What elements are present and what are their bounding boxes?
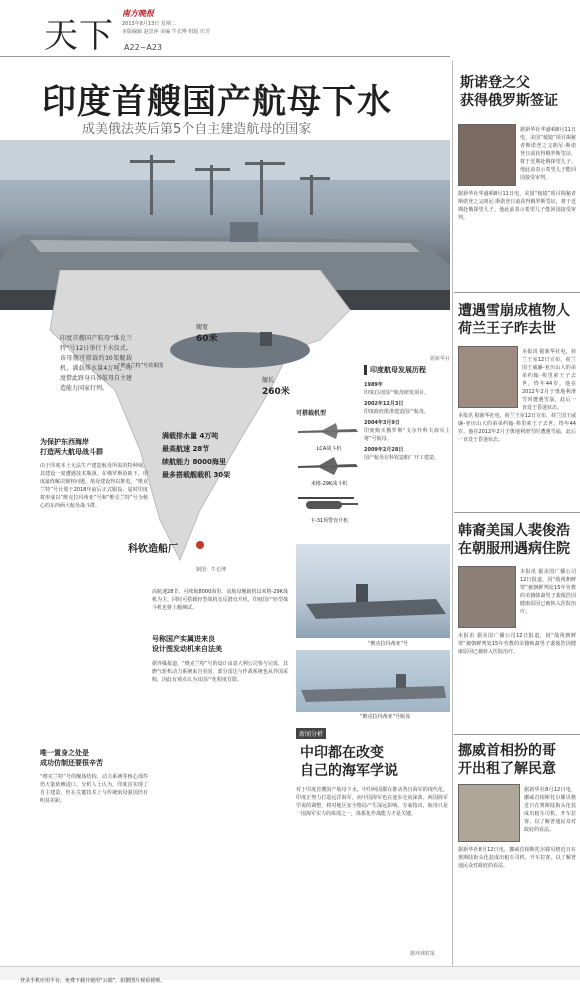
sidebar-story-1-title: 斯诺登之父 获得俄罗斯签证 — [460, 75, 558, 109]
shipyard-label: 科钦造船厂 — [128, 544, 178, 555]
sidebar-story-3-lead: 本报讯 据美国广播公司12日报道，因“敌视朝鲜罪”被朝鲜判处15年劳教的美籍韩裔男子裴俊浩因健康原因已被转入医院治疗。 — [520, 569, 576, 615]
photo-caption-1: “维克拉玛蒂亚”号 — [368, 641, 409, 647]
timeline-credit: 据新华社 — [429, 356, 450, 362]
sidebar-story-4-body: 据新华社8月12日电，挪威首相斯托尔滕贝格近日在奥斯陆街头化装成出租车司机，开车拉客，以了解普通民众对政府的看法。 — [458, 847, 576, 869]
deck-width-value: 60米 — [196, 334, 218, 344]
carrier-render-label: “维克兰特”号效果图 — [118, 363, 164, 369]
sidebar-story-3-body: 本报讯 据美国广播公司12日报道，因“敌视朝鲜罪”被朝鲜判处15年劳教的美籍韩裔男子裴俊浩因健康原因已被转入医院治疗。 — [458, 633, 576, 655]
timeline-entry: 2004年3月9日 印度购买俄罗斯“戈尔什科夫海军上将”号航母。 — [364, 420, 450, 442]
date-line: 2013年8月13日 星期二 — [122, 21, 176, 27]
sidebar-story-3-title: 韩裔美国人裴俊浩 在朝服刑遇病住院 — [458, 523, 570, 557]
analysis-credit: 据环球时报 — [410, 951, 436, 957]
middle-body: 高航速28节，可续航8000海里。该航母舰载机以米格-29K战机为主，同时可搭载轻型战机及反潜直升机，印度国产轻型战斗机也将上舰测试。 — [152, 589, 288, 611]
prince-friso-photo — [458, 346, 518, 408]
aircraft-label: 卡-31预警直升机 — [309, 518, 349, 524]
spec-row: 最高航速 28节 — [162, 445, 210, 453]
footer-bar — [0, 966, 580, 984]
main-headline: 印度首艘国产航母下水 — [42, 82, 392, 122]
analysis-body: 对于印度首艘国产航母下水，中印两国都在推动各自海军的现代化。印度正努力打造远洋海军，而中国海军也在逐步走向深蓝。两国海军学说的调整，将对地区安全格局产生深远影响。专家指出，航母只是一国海军实力的体现之一，体系化作战能力才是关键。 — [296, 787, 448, 817]
length-text: 舰长 — [262, 377, 275, 384]
aircraft-title: 可搭载机型 — [296, 410, 327, 417]
mig29k-jet-icon — [296, 456, 360, 476]
sidebar-story-4-title: 挪威首相扮的哥 开出租了解民意 — [458, 743, 556, 777]
map-credit: 制图：牛长博 — [196, 567, 227, 573]
spec-row: 最多搭载舰载机 30架 — [162, 471, 231, 479]
analysis-tag: 新闻分析 — [296, 728, 326, 739]
photo-caption-2: “维克拉玛蒂亚”号航母 — [360, 714, 411, 720]
sidebar-story-4-lead: 据新华社8月12日电，挪威首相斯托尔滕贝格近日在奥斯陆街头化装成出租车司机，开车拉客，以了解普通民众对政府的看法。 — [524, 787, 576, 833]
sidebar-rule — [454, 512, 580, 513]
timeline-title: 印度航母发展历程 — [364, 365, 450, 375]
deck-width-label — [196, 322, 218, 344]
analysis-title: 中印都在改变 自己的海军学说 — [300, 745, 398, 779]
deck-width-text: 舰宽 — [196, 324, 209, 331]
carrier-photo-2 — [296, 650, 450, 712]
ka31-helicopter-icon — [296, 491, 360, 513]
timeline-entry: 1989年 印度启动国产航母研发项目。 — [364, 382, 430, 396]
length-value: 260米 — [262, 387, 290, 397]
carrier-photo-1 — [296, 544, 450, 638]
length-label — [262, 375, 290, 397]
lca-jet-icon — [296, 421, 360, 441]
timeline-entry: 2002年12月3日 印度政府批准建造国产航母。 — [364, 401, 430, 415]
section2-title: 唯一置身之处是 成功仿制还要很辛苦 — [40, 749, 103, 767]
sidebar-story-2-body: 本报讯 据新华社电，荷兰王室12日宣布，荷兰国王威廉-亚历山大的弟弟约翰·弗里索王子去世，终年44岁。他在2012年2月于奥地利滑雪时遭遇雪崩，此后一直处于昏迷状态。 — [458, 413, 576, 443]
sidebar-story-2-lead: 本报讯 据新华社电，荷兰王室12日宣布，荷兰国王威廉-亚历山大的弟弟约翰·弗里索王子去世，终年44岁。他在2012年2月于奥地利滑雪时遭遇雪崩，此后一直处于昏迷状态。 — [522, 349, 576, 410]
section-title: 天下 — [44, 16, 114, 56]
header-rule — [0, 56, 450, 57]
carrier-model — [170, 332, 310, 368]
newspaper-logo: 南方晚报 — [122, 9, 154, 18]
sidebar-rule — [454, 292, 580, 293]
section2-body: “维克兰特”号的舰体结构、动力系统等核心部件仍大量依赖进口。分析人士认为，印度虽实现了自主建造，但在关键技术上与传统航母强国仍有明显差距。 — [40, 774, 148, 804]
sidebar-rule — [454, 734, 580, 735]
main-subheadline: 成美俄法英后第5个自主建造航母的国家 — [82, 122, 312, 137]
sidebar-story-2-title: 遭遇雪崩成植物人 荷兰王子昨去世 — [458, 303, 570, 337]
section1-body: 由于印度本土无法生产建造航母所需的特种钢，其建设一度遭遇技术瓶颈。在俄罗斯协助下，印度最终解决钢材问题，航母建设得以推进。“维克兰特”号计划于2018年前后正式服役，届时印度将形成以“维克拉玛蒂亚”号和“维克兰特”号为核心的东西两大航母战斗群。 — [40, 463, 148, 509]
spec-row: 续航能力 8000海里 — [162, 458, 226, 466]
section1-title: 为保护东西海岸 打造两大航母战斗群 — [40, 438, 103, 456]
spec-row: 满载排水量 4万吨 — [162, 432, 219, 440]
aircraft-panel — [296, 408, 362, 524]
page-range: A22~A23 — [124, 43, 163, 52]
timeline-entry: 2009年2月28日 国产航母在科钦造船厂开工建造。 — [364, 447, 440, 461]
sidebar-divider — [452, 60, 453, 970]
footer-text: 登录手机应用平台，免费下载并使用“云端”，拍摄图片观看视频。 — [20, 978, 166, 984]
sidebar-story-1-body: 据新华社华盛顿8月11日电，美国“棱镜”项目揭秘者斯诺登之父朗尼·斯诺登日前获得俄罗斯签证，将于近期赴俄探望儿子。他此前表示希望儿子能回国接受审判。 — [458, 191, 576, 221]
shipyard-marker — [196, 541, 204, 549]
aircraft-label: LCA战斗机 — [316, 446, 342, 452]
section3-body: 据外媒报道，“维克兰特”号的设计由意大利公司参与完成，其燃气轮机动力系统来自美国，部分雷达与作战系统也从外国采购，因此有观点认为其国产化程度有限。 — [152, 661, 288, 683]
norway-pm-taxi-photo — [458, 784, 520, 842]
header-meta — [122, 20, 210, 36]
lead-paragraph: 印度首艘国产航母“维克兰特”号12日举行下水仪式。该母舰可搭载约30架舰载机，满载排水量4万吨，印度借此跻身具备航母自主建造能力国家行列。 — [60, 335, 133, 392]
spec-table — [162, 430, 282, 482]
snowden-father-photo — [458, 124, 516, 186]
editor-line: 本版编辑 赵思萍 美编 牛长博 组版 庆芳 — [122, 29, 210, 35]
section3-title: 号称国产实属进来良 设计图发动机来自法美 — [152, 635, 222, 653]
timeline-box — [364, 356, 450, 462]
aircraft-label: 米格-29K战斗机 — [310, 481, 348, 487]
sidebar-story-1-lead: 据新华社华盛顿8月11日电，美国“棱镜”项目揭秘者斯诺登之父朗尼·斯诺登日前获得俄罗斯签证，将于近期赴俄探望儿子。他此前表示希望儿子能回国接受审判。 — [520, 127, 576, 181]
bae-junho-photo — [458, 566, 516, 628]
